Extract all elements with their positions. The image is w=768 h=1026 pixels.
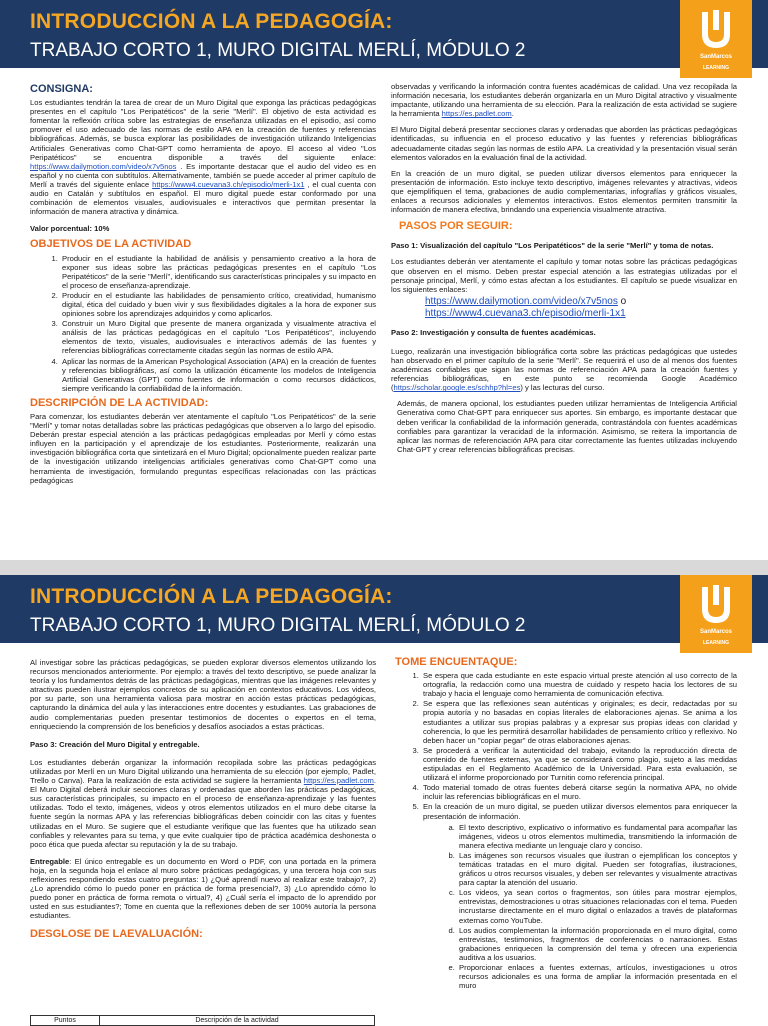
consigna-text-2: . Es importante destacar que el audio del video es en español y no cuenta con subtítulos. Alternativamente, también se puede acceder al primer capítulo de Merlí a través del siguiente enlace xyxy=(30,161,376,189)
objetivos-heading: OBJETIVOS DE LA ACTIVIDAD xyxy=(30,238,192,251)
descripcion-heading: DESCRIPCIÓN DE LA ACTIVIDAD: xyxy=(30,396,209,409)
objetivos-list xyxy=(30,254,376,393)
list-item: 4. Todo material tomado de otras fuentes deberá citarse según la normativa APA, no olvide incluir las referencias bibliográficas en el muro. xyxy=(421,783,737,801)
consigna-paragraph xyxy=(30,98,376,216)
right-paragraph-2: El Muro Digital deberá presentar secciones claras y ordenadas que aborden las prácticas pedagógicas identificadas, su influencia en el proceso educativo y las fuentes y referencias bibliográficas adecuadamente citadas según las normas de estilo APA. La creatividad y la presentación visual serán elementos valorados en la evaluación final de la actividad. xyxy=(391,125,737,162)
valor-label: Valor porcentual: xyxy=(30,224,95,234)
right-p1-end: . xyxy=(511,109,514,119)
padlet-link-2[interactable]: https://es.padlet.com xyxy=(303,776,374,786)
logo-text: SanMarcos xyxy=(699,54,732,60)
list-item: 3. Construir un Muro Digital que presente de manera organizada y visualmente atractiva el análisis de las prácticas pedagógicas en el capítulo "Los Peripatéticos", incluyendo elementos de texto, visuales, audiovisuales e interactivos además de las fuentes y referencias bibliográficas correctamente citadas según las normas de estilo APA. xyxy=(60,319,376,355)
consigna-text: Los estudiantes tendrán la tarea de crear de un Muro Digital que exponga las prácticas pedagógicas presentes en el capítulo "Los Peripatéticos" de la serie "Merlí". El objetivo de esta actividad es fomentar la reflexión crítica sobre las estrategias de enseñanza utilizadas en el episodio, así como promover el uso adecuado de las normas de estilo APA en la creación de fuentes y referencias bibliográficas. Además, se busca explorar las posibilidades de investigación utilizando Inteligencias Artificiales Generativas como Chat-GPT como herramienta de apoyo. El acceso al video "Los Peripatéticos" se encuentra disponible a través del siguiente enlace: xyxy=(30,98,376,162)
tome-heading: TOME ENCUENTAQUE: xyxy=(395,656,518,668)
right-p1-text: observadas y verificando la información contra fuentes académicas de calidad. Una vez recopilada la información necesaria, los estudiantes deberán organizarla en un Muro Digital atractivo y visualmente impactante, utilizando una herramienta de su elección. Para la realización de esta actividad se sugiere la herramienta xyxy=(391,82,737,119)
sub-list-item: e. Proporcionar enlaces a fuentes externas, artículos, investigaciones u otros recursos adicionales es una forma de ampliar la información presentada en el muro xyxy=(457,963,737,990)
paso-2-text xyxy=(391,347,737,392)
descripcion-text: Para comenzar, los estudiantes deberán ver atentamente el capítulo "Los Peripatéticos" de la serie "Merlí" y tomar notas detalladas sobre las prácticas pedagógicas que observen a lo largo del episodio. Deberán prestar especial atención a las prácticas pedagógicas empleadas por Merlí y cómo estas influyen en la participación y el aprendizaje de los estudiantes. Posteriormente, realizarán una investigación bibliográfica corta que sintetizará en el Muro Digital; opcionalmente pueden realizar parte de la investigación utilizando inteligencias artificiales generativas como Chat-GPT como una herramienta de investigación, formulando preguntas específicas relacionadas con las prácticas pedagógicas xyxy=(30,412,376,485)
entregable-text: : El único entregable es un documento en Word o PDF, con una portada en la primera hoja, en la segunda hoja el enlace al muro sobre prácticas pedagógicas, y una tercera hoja con sus reflexiones respondiendo estas cuatro preguntas: 1) ¿Qué aprendí nuevo al realizar este trabajo?, 2) ¿Lo aprendido cómo lo puedo poner en práctica de forma presencial?, 3) ¿Lo aprendido cómo lo puedo poner en práctica de forma remota o virtual?, 4) ¿Cuál sería el impacto de lo aprendido por usted en sus estudiantes?; Tome en cuenta que la reflexiones deben de ser 100% autoría la persona estudiantes. xyxy=(30,856,376,921)
paso-1-text: Los estudiantes deberán ver atentamente el capítulo y tomar notas sobre las prácticas pedagógicas que observen en el mismo. Deben prestar especial atención a las estrategias utilizadas por el personaje principal, Merlí, y cómo estas afectan a los estudiantes. El capítulo se puede visualizar en los siguientes enlaces: xyxy=(391,257,737,294)
consigna-heading: CONSIGNA: xyxy=(30,83,93,95)
sub-list-item: a. El texto descriptivo, explicativo o informativo es fundamental para acompañar las imágenes, videos u otros elementos multimedia, transmitiendo la información de manera efectiva mediante un lenguaje claro y conciso. xyxy=(457,823,737,850)
google-scholar-link[interactable]: https://scholar.google.es/schhp?hl=es xyxy=(393,383,521,393)
list-item: 4. Aplicar las normas de la American Psychological Association (APA) en la creación de fuentes y referencias bibliográficas, así como la utilización éticamente los modelos de Inteligencia Artificial Generativas (GPT) como fuentes de información o como recursos didácticos, siempre verificando la confiabilidad de la información. xyxy=(60,357,376,393)
sub-list-item: c. Los videos, ya sean cortos o fragmentos, son útiles para mostrar ejemplos, entrevistas, demostraciones u otras situaciones relacionadas con el tema. Pueden incrustarse directamente en el muro digital o enlazados a través de plataformas externas como YouTube. xyxy=(457,888,737,924)
list-item: 2. Se espera que las reflexiones sean auténticas y originales; es decir, redactadas por su propia autoría y no basadas en copias literales de elaboraciones ajenas. Se anima a los estudiantes a utilizar sus propias palabras y a expresar sus propias ideas con claridad y coherencia, lo que les permitirá desarrollar habilidades de pensamiento crítico y reflexivo. No deben hacer un "copiar pegar" de otras elaboraciones ajenas. xyxy=(421,699,737,744)
logo-text: SanMarcos xyxy=(699,629,732,635)
paso-1-link-or: o xyxy=(617,295,627,307)
left-paragraph-1: Al investigar sobre las prácticas pedagógicas, se pueden explorar diversos elementos utilizando los recursos mencionados anteriormente. Por ejemplo: a través del texto descriptivo, se puede analizar la teoría y los fundamentos detrás de las prácticas pedagógicas, mientras que las imágenes relevantes y atractivas pueden ilustrar ejemplos concretos de su aplicación en contextos educativos. Los videos, por su parte, son una herramienta valiosa para mostrar en acción estas prácticas pedagógicas, capturando la dinámica del aula y las interacciones entre docentes y estudiantes. Las grabaciones de audio complementarias pueden presentar testimonios de docentes o expertos en el tema, enriqueciendo la comprensión de los beneficios y desafíos asociados a estas prácticas. xyxy=(30,658,376,731)
paso-2-end: ) y las lecturas del curso. xyxy=(520,383,605,393)
sub-list-item: d. Los audios complementan la información proporcionada en el muro digital, como entrevistas, testimonios, fragmentos de conferencias o narraciones. Estas grabaciones enriquecen la comprensión del tema y ofrecen una experiencia auditiva a los usuarios. xyxy=(457,926,737,962)
logo-subtext: LEARNING xyxy=(702,640,730,646)
paso-3-text xyxy=(30,758,376,849)
list-item-text: En la creación de un muro digital, se pueden utilizar diversos elementos para enriquecer la presentación de información. xyxy=(423,802,737,821)
university-logo xyxy=(680,0,752,78)
logo-subtext: LEARNING xyxy=(702,65,730,71)
page-2 xyxy=(0,575,768,1024)
table-header-row xyxy=(31,1016,375,1026)
table-header-cell: Puntos xyxy=(31,1016,100,1026)
paso-1-links xyxy=(391,296,737,308)
paso-2-title: Paso 2: Investigación y consulta de fuentes académicas. xyxy=(391,327,596,337)
tome-sublist xyxy=(423,823,737,991)
document-subtitle: TRABAJO CORTO 1, MURO DIGITAL MERLÍ, MÓDULO 2 xyxy=(30,615,526,636)
paso-1-link-dailymotion[interactable]: https://www.dailymotion.com/video/x7v5nos xyxy=(425,295,618,307)
paso-2-body: Luego, realizarán una investigación bibliográfica corta sobre las prácticas pedagógicas que ustedes han observado en el primer capítulo de la serie "Merlí". Se requerirá el uso de al menos dos fuentes académicas confiables que sigan las normas de referenciación APA para la creación fuentes y referencias bibliográficas, en este punto se recomienda Google Académico ( xyxy=(391,346,737,393)
page-header xyxy=(0,0,768,71)
evaluation-table xyxy=(30,1015,375,1026)
paso-3-body: Los estudiantes deberán organizar la información recopilada sobre las prácticas pedagógicas utilizadas por Merlí en un Muro Digital utilizando una herramienta de su elección (por ejemplo, Padlet, Trello o Canva). Para la realización de esta actividad se sugiere la herramienta xyxy=(30,757,376,786)
table-header-cell: Descripción de la actividad xyxy=(100,1016,375,1026)
logo-u-icon xyxy=(694,583,738,627)
page-separator xyxy=(0,560,768,575)
logo-u-icon xyxy=(694,8,738,52)
consigna-text-3: , el cual cuenta con audio en Catalán y subtítulos en español. El muro digital puede estar conformado por una combinación de elementos visuales, audiovisuales e interactivos que permitan presentar la información de manera atractiva y dinámica. xyxy=(30,179,376,217)
tome-list xyxy=(391,671,737,990)
pasos-heading: PASOS POR SEGUIR: xyxy=(399,220,513,233)
consigna-link-cuevana[interactable]: https://www4.cuevana3.ch/episodio/merli-1x1 xyxy=(152,179,305,189)
valor-porcentual xyxy=(30,224,376,233)
paso-2-paragraph-2: Además, de manera opcional, los estudiantes pueden utilizar herramientas de Inteligencia Artificial Generativa como Chat-GPT para enriquecer sus aportes. Sin embargo, es importante destacar que deben verificar la confiabilidad de la información generada, contrastándola con fuentes académicas confiables para garantizar la veracidad de la información. Asimismo, se reitera la importancia de aplicar las normas de referenciación APA para citar correctamente las fuentes utilizadas incluyendo Chat-GPT y crear referencias bibliográficas precisas. xyxy=(397,399,737,454)
page-header xyxy=(0,575,768,646)
document-title: INTRODUCCIÓN A LA PEDAGOGÍA: xyxy=(30,10,393,33)
right-paragraph-1 xyxy=(391,82,737,118)
left-column xyxy=(30,658,376,944)
paso-1-link-cuevana[interactable]: https://www4.cuevana3.ch/episodio/merli-1x1 xyxy=(425,307,626,319)
document-title: INTRODUCCIÓN A LA PEDAGOGÍA: xyxy=(30,585,393,608)
paso-3-title: Paso 3: Creación del Muro Digital y entregable. xyxy=(30,739,200,749)
list-item: 1. Producir en el estudiante la habilidad de análisis y pensamiento creativo a la hora de exponer sus ideas sobre las prácticas pedagógicas presentes en el capítulo "Los Peripatéticos" de la serie "Merlí", identificando sus características principales y su impacto en el proceso de enseñanza-aprendizaje. xyxy=(60,254,376,290)
right-column xyxy=(391,82,737,461)
right-column xyxy=(391,658,737,996)
paso-1-title: Paso 1: Visualización del capítulo "Los Peripatéticos" de la serie "Merlí" y toma de notas. xyxy=(391,241,714,251)
university-logo xyxy=(680,575,752,653)
document-subtitle: TRABAJO CORTO 1, MURO DIGITAL MERLÍ, MÓDULO 2 xyxy=(30,40,526,61)
entregable-paragraph xyxy=(30,857,376,921)
sub-list-item: b. Las imágenes son recursos visuales que ilustran o ejemplifican los conceptos y temáticas tratadas en el muro digital. Pueden ser fotografías, ilustraciones, gráficos u otros recursos visuales, y deben ser relevantes y visualmente atractivas para captar la atención del usuario. xyxy=(457,851,737,887)
paso-3-body-2: . El Muro Digital deberá incluir secciones claras y ordenadas que aborden las prácticas pedagógicas, sus características principales, su impacto en el proceso de enseñanza-aprendizaje y las fuentes utilizadas. Todo el texto, imágenes, videos y otros elementos utilizados en el muro debe citarse la fuente según la normas APA y las referencias bibliográficas deben coincidir con las citas y fuentes utilizadas en el Muro. Se sugiere que el estudiante verifique que las fuentes que ha utilizado sean confiables y relevantes para su tema, y que evite cualquier tipo de práctica académica deshonesta o poco ética que pueda afectar su reputación y la de su trabajo. xyxy=(30,776,376,849)
left-column xyxy=(30,85,376,492)
list-item: 1. Se espera que cada estudiante en este espacio virtual preste atención al uso correcto de la ortografía, la redacción como una muestra de cuidado y respeto hacia los lectores de su trabajo y hacia el lenguaje como herramienta de comunicación efectiva. xyxy=(421,671,737,698)
paso-1-links-2 xyxy=(391,308,737,320)
padlet-link[interactable]: https://es.padlet.com xyxy=(441,109,512,119)
list-item: 2. Producir en el estudiante las habilidades de pensamiento crítico, creatividad, humanismo digital, ética del cuidado y buen vivir y sus flexibilidades digitales a la hora de exponer sus opiniones sobre los aprendizajes adquiridos y como aplicarlos. xyxy=(60,291,376,318)
entregable-label: Entregable xyxy=(30,856,70,866)
valor-value: 10% xyxy=(94,224,110,234)
list-item: 3. Se procederá a verificar la autenticidad del trabajo, evitando la reproducción directa de contenido de fuentes externas, ya que se considerará como plagio, sujeto a las medidas estipuladas en el Reglamento Académico de la Universidad. Para esta evaluación, se utilizará el informe proporcionado por Turnitin como referencia principal. xyxy=(421,746,737,782)
right-paragraph-3: En la creación de un muro digital, se pueden utilizar diversos elementos para enriquecer la presentación de información. Esto incluye texto descriptivo, imágenes relevantes y atractivas, videos que ejemplifiquen el tema, grabaciones de audio complementarias, infografías y gráficos visuales, enlaces a recursos adicionales y elementos interactivos. Estos elementos permiten transmitir la información de manera efectiva, brindando una experiencia visualmente atractiva. xyxy=(391,168,737,215)
list-item xyxy=(421,802,737,990)
consigna-link-dailymotion[interactable]: https://www.dailymotion.com/video/x7v5nos xyxy=(30,161,177,171)
desglose-heading: DESGLOSE DE LAEVALUACIÓN: xyxy=(30,928,203,941)
